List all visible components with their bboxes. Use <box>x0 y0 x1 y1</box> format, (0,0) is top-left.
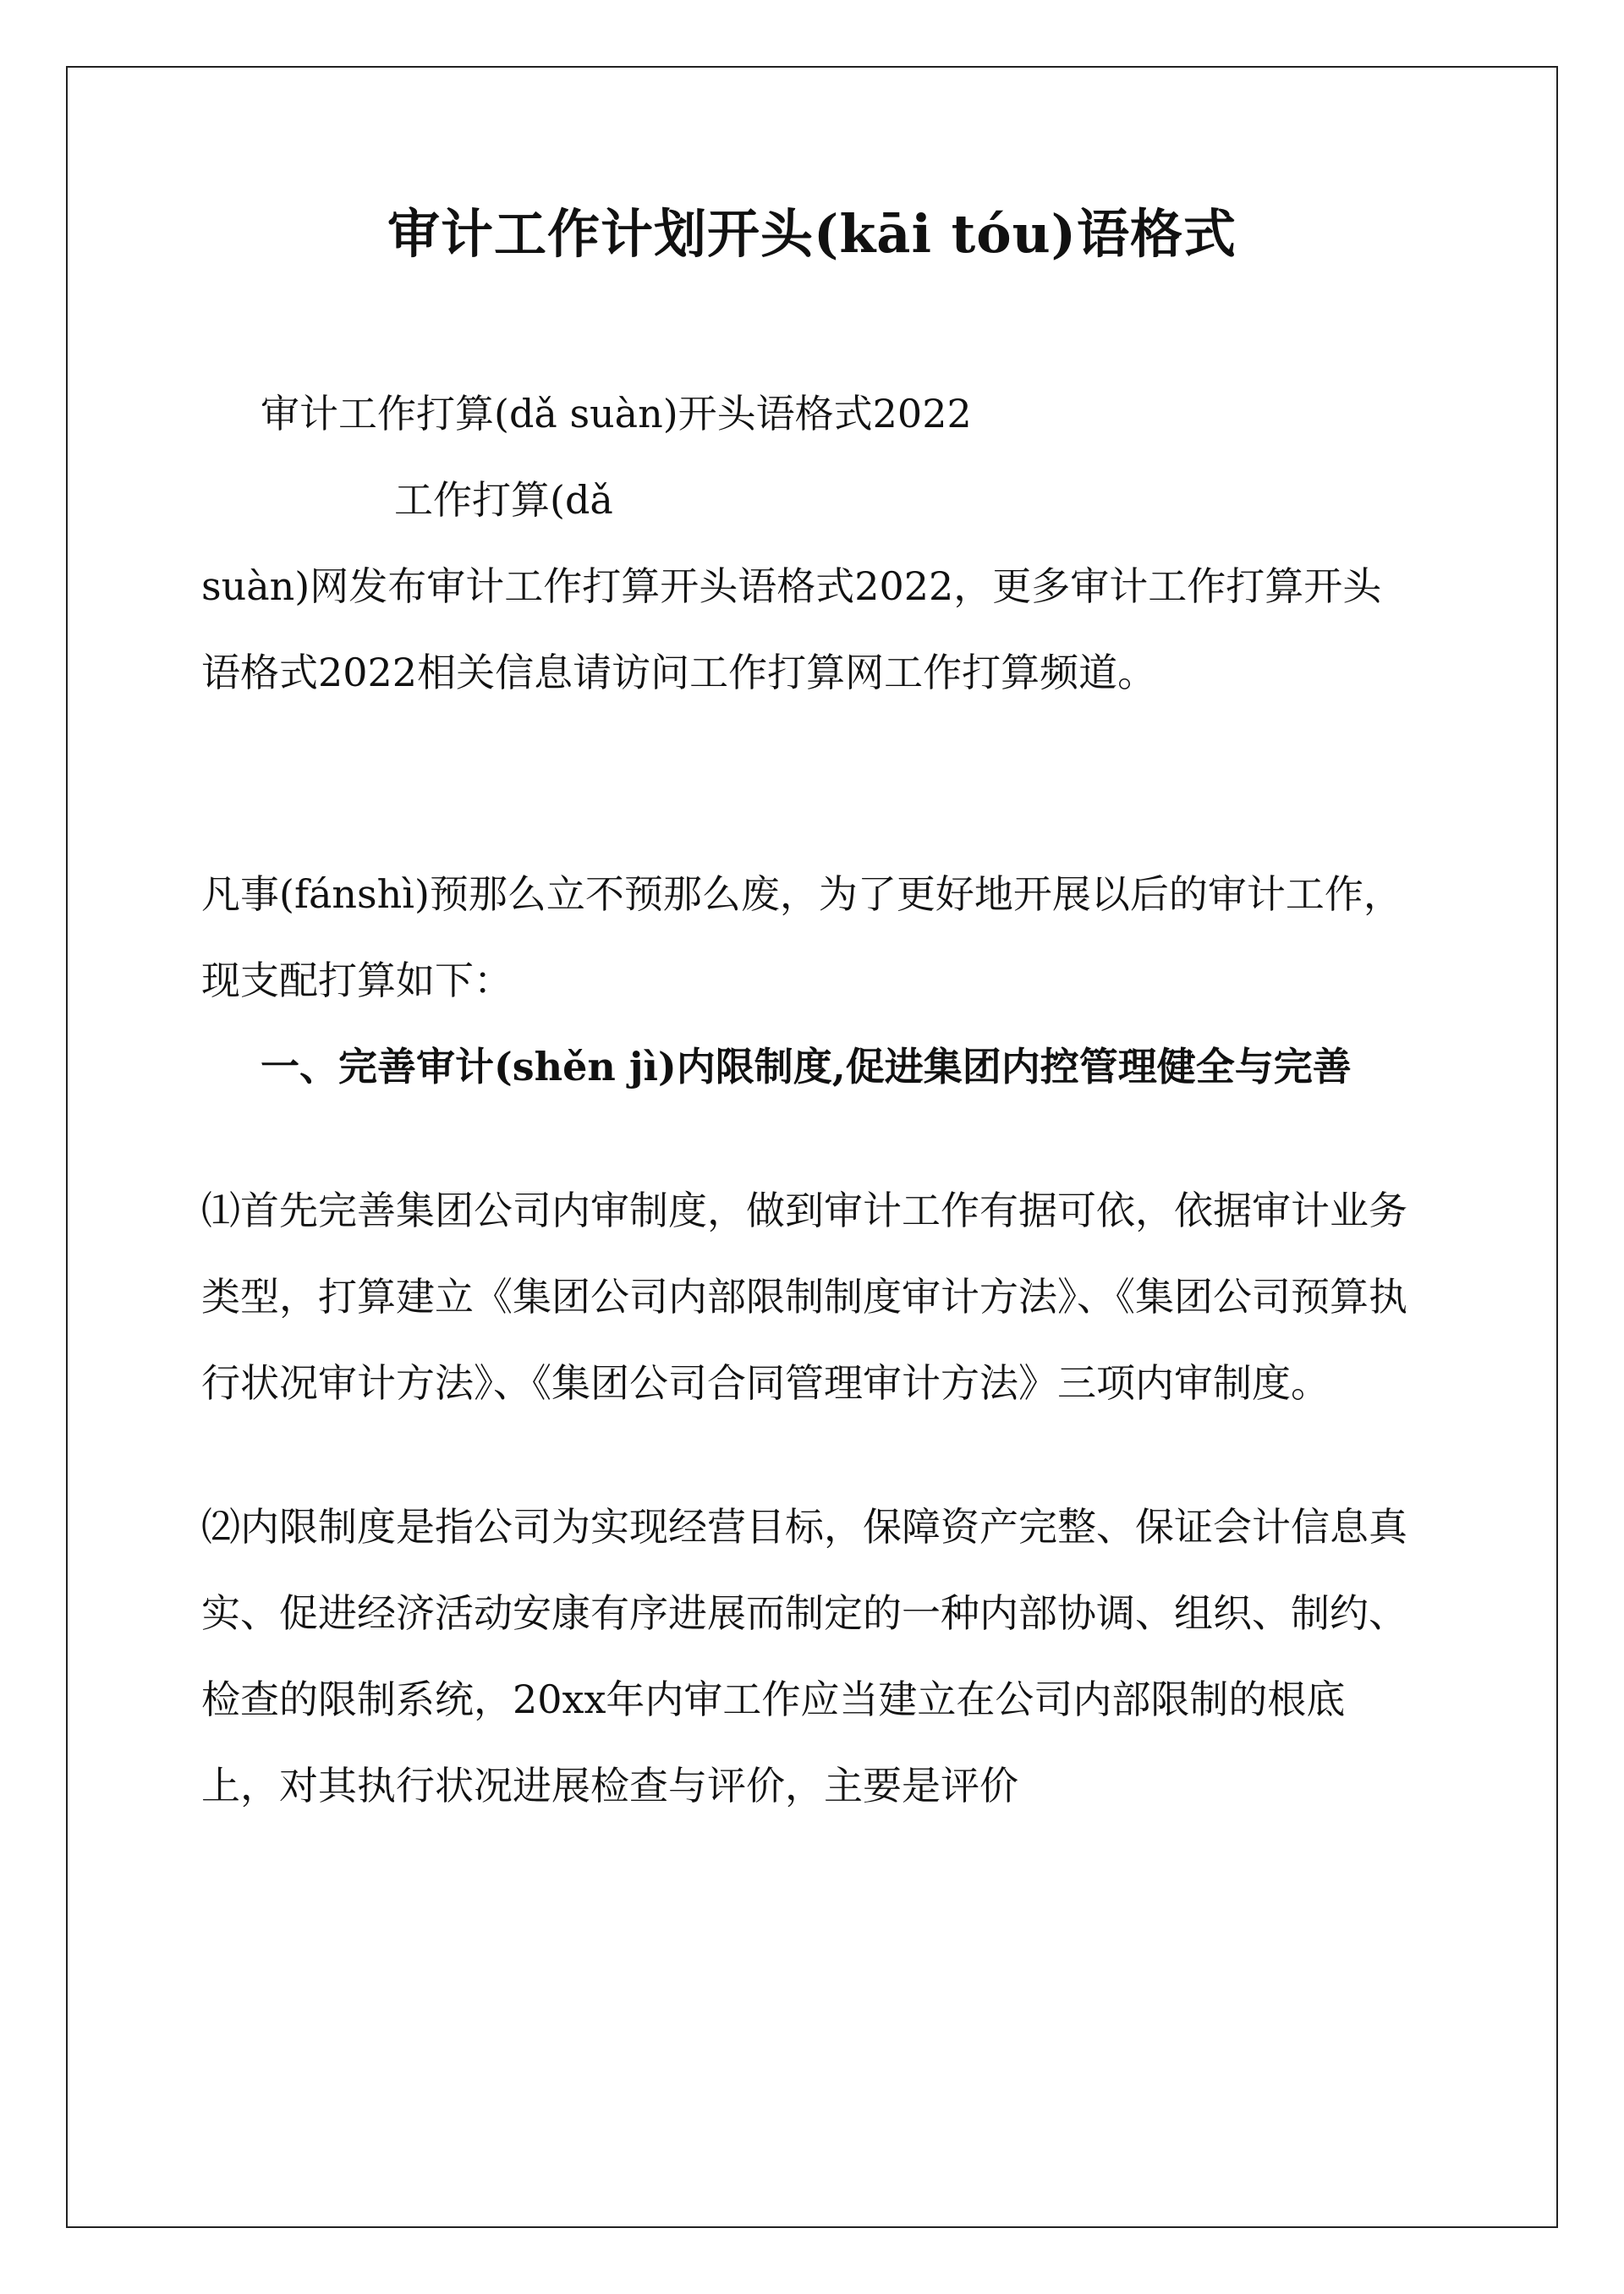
item-1-paragraph: ⑴首先完善集团公司内审制度，做到审计工作有据可依，依据审计业务类型，打算建立《集团公司内部限制制度审计方法》、《集团公司预算执行状况审计方法》、《集团公司合同管理审计方法》三项内审制度。 <box>201 1188 1407 1406</box>
document-body <box>201 370 1419 1829</box>
spacer <box>201 1110 1419 1167</box>
item-2-paragraph: ⑵内限制度是指公司为实现经营目标，保障资产完整、保证会计信息真实、促进经济活动安康有序进展而制定的一种内部协调、组织、制约、检查的限制系统，20xx年内审工作应当建立在公司内部限制的根底上，对其执行状况进展检查与评价，主要是评价 <box>201 1504 1407 1808</box>
preface-paragraph: 凡事(fánshì)预那么立不预那么废，为了更好地开展以后的审计工作，现支配打算如下： <box>201 871 1402 1003</box>
intro-paragraph: suàn)网发布审计工作打算开头语格式2022，更多审计工作打算开头语格式2022相关信息请访问工作打算网工作打算频道。 <box>201 563 1382 695</box>
subtitle-paragraph: 审计工作打算(dǎ suàn)开头语格式2022 <box>261 391 972 436</box>
intro-paragraph-line1: 工作打算(dǎ <box>394 477 613 523</box>
spacer <box>201 1426 1419 1484</box>
document-title: 审计工作计划开头(kāi tóu)语格式 <box>387 203 1237 265</box>
spacer <box>201 716 1419 851</box>
section-heading-1: 一、完善审计(shěn jì)内限制度,促进集团内控管理健全与完善 <box>261 1044 1352 1089</box>
